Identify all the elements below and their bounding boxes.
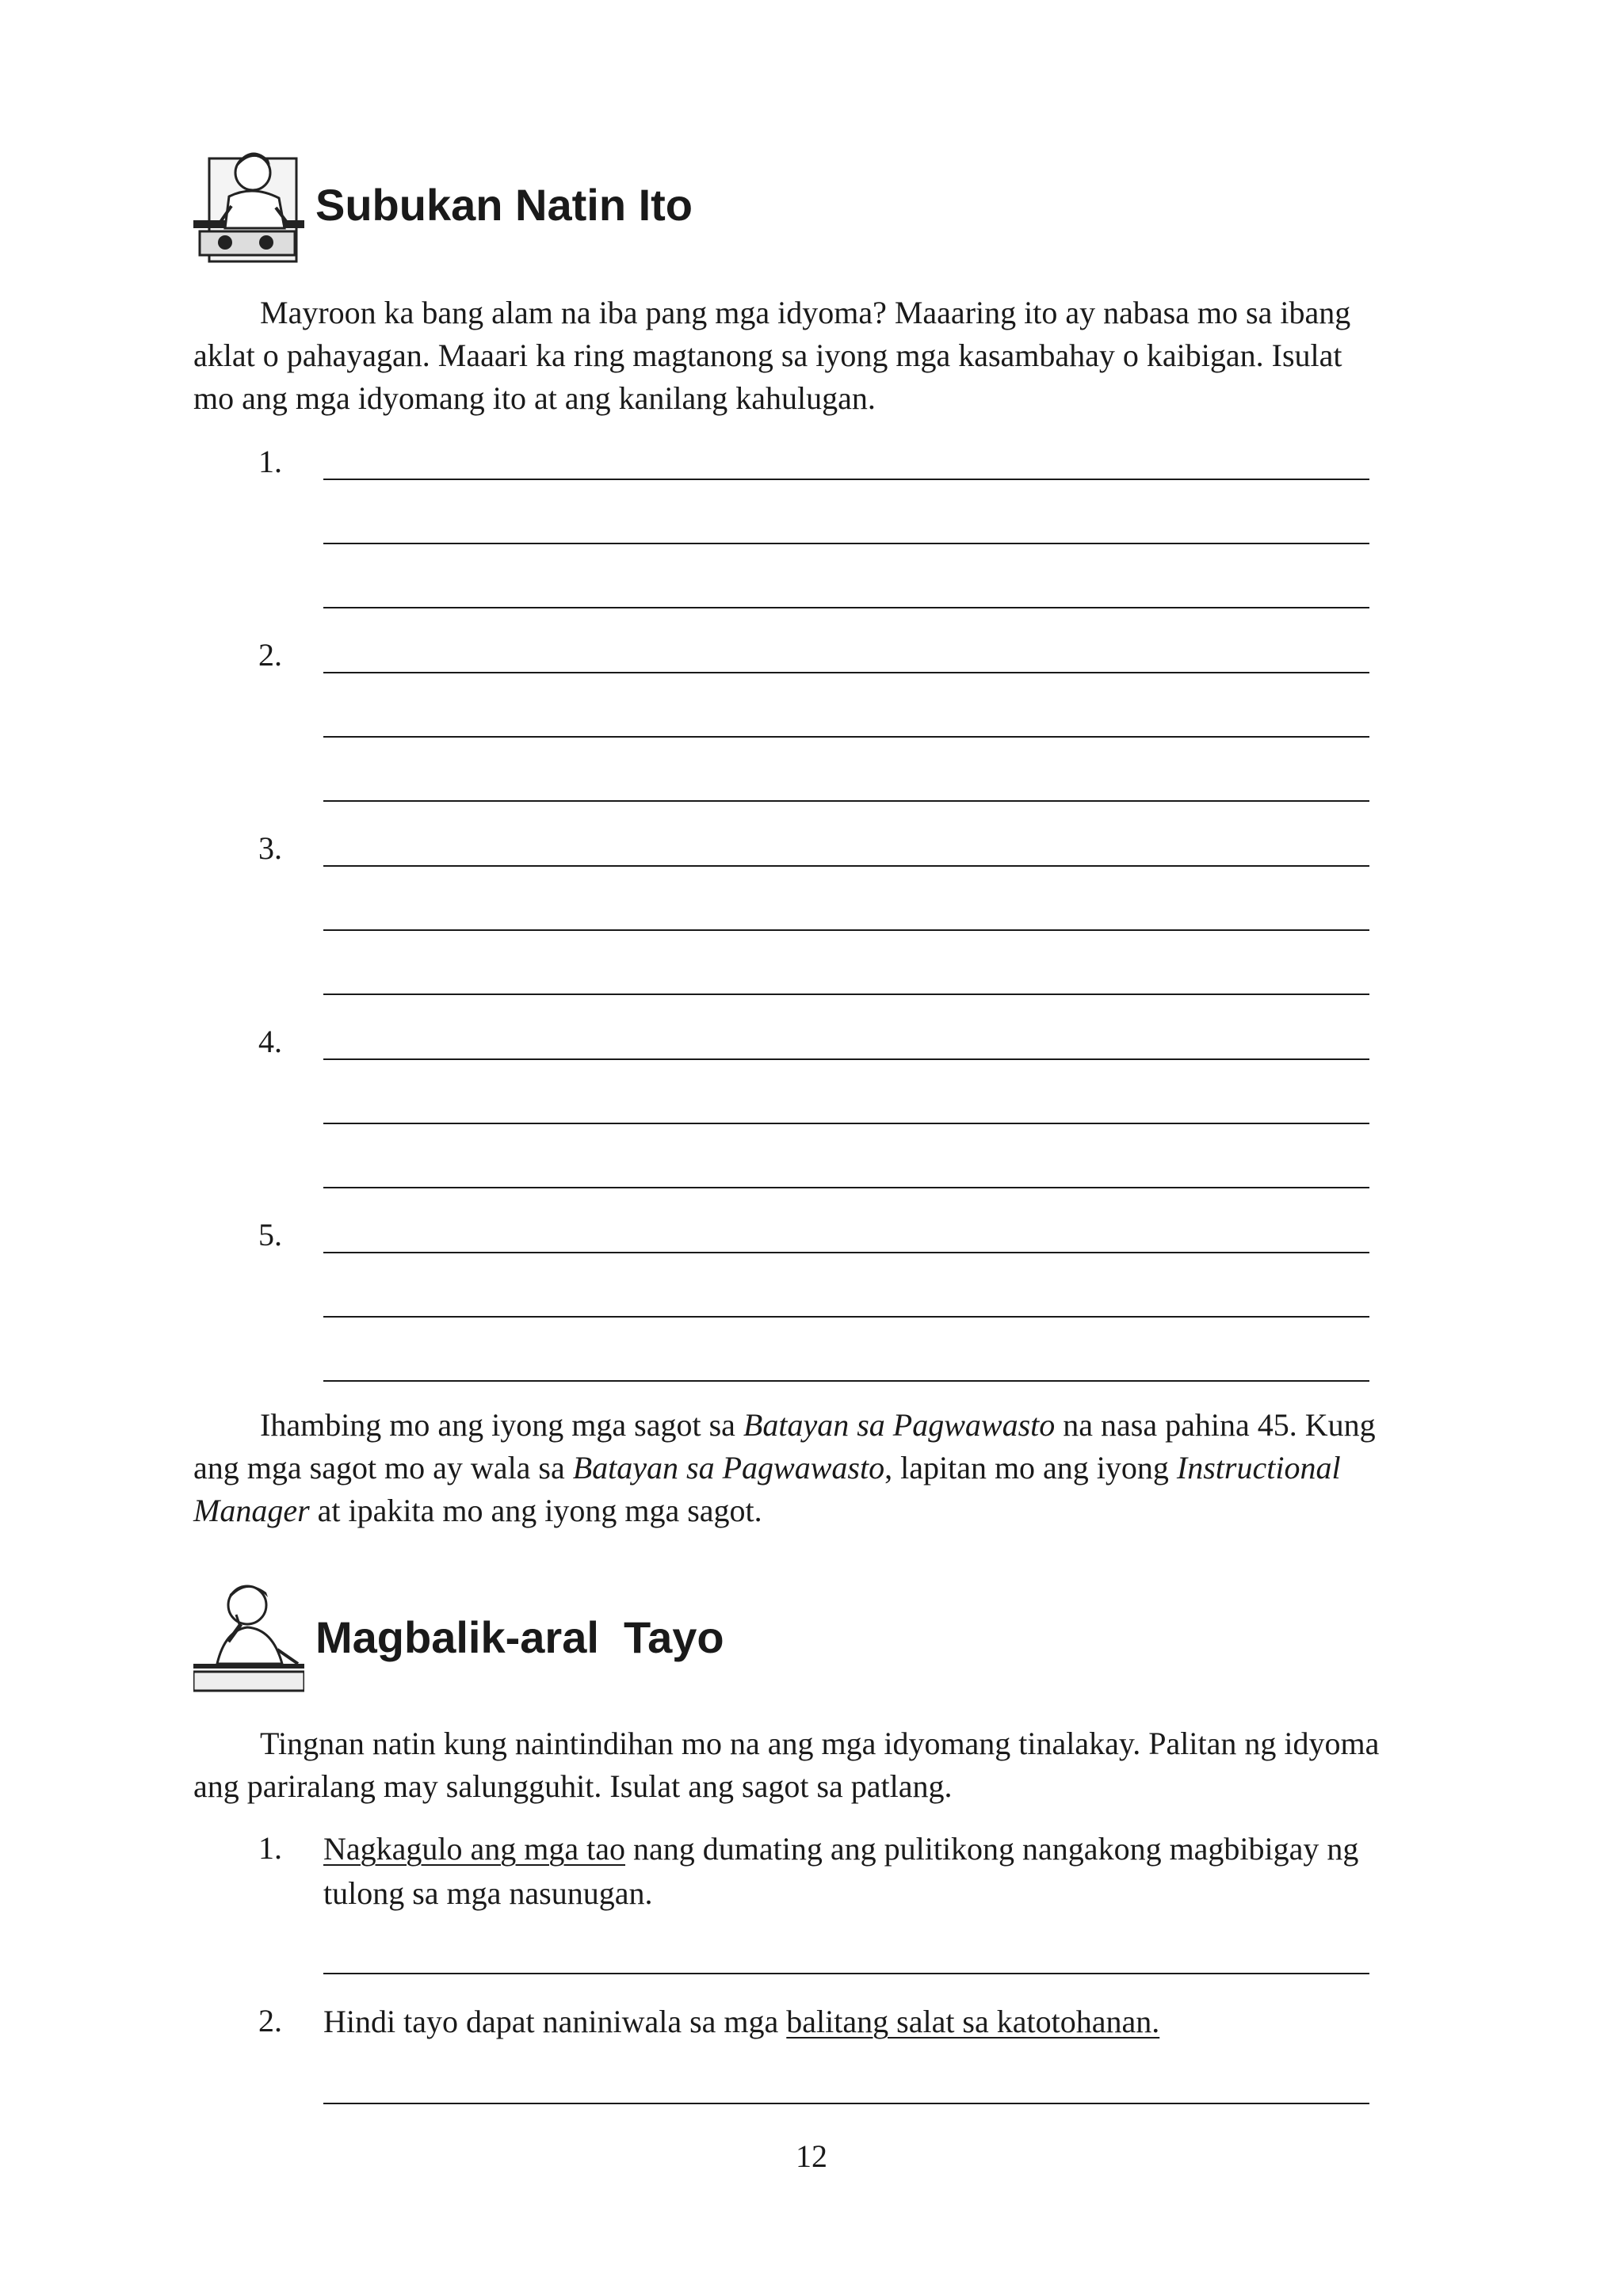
answer-line[interactable] — [323, 479, 1369, 480]
section-header-magbalik-aral — [193, 1578, 724, 1695]
answer-line[interactable] — [323, 800, 1369, 802]
answer-line[interactable] — [323, 1252, 1369, 1253]
underlined-phrase: balitang salat sa katotohanan. — [786, 2004, 1160, 2039]
answer-line[interactable] — [323, 1316, 1369, 1318]
answer-line[interactable] — [323, 1123, 1369, 1124]
closing-paragraph: Ihambing mo ang iyong mga sagot sa Batayan sa Pagwawasto na nasa pahina 45. Kung ang mga sagot mo ay wala sa Batayan sa Pagwawasto, lapitan mo ang iyong Instructional Manager at ipakita mo ang iyong mga sagot. — [193, 1407, 1376, 1528]
answer-line[interactable] — [323, 1973, 1369, 1974]
section-title: Subukan Natin Ito — [315, 179, 693, 230]
item-number: 3. — [258, 830, 282, 866]
answer-line[interactable] — [323, 865, 1369, 867]
boy-working-icon — [193, 141, 304, 268]
boy-writing-icon — [193, 1578, 304, 1695]
section-header-subukan — [193, 141, 693, 268]
answer-line[interactable] — [323, 1187, 1369, 1188]
answer-line[interactable] — [323, 672, 1369, 673]
answer-line[interactable] — [323, 994, 1369, 995]
answer-line[interactable] — [323, 1380, 1369, 1382]
answer-line[interactable] — [323, 607, 1369, 608]
review-item: Hindi tayo dapat naniniwala sa mga balitang salat sa katotohanan. — [323, 2004, 1160, 2039]
review-item: Nagkagulo ang mga tao nang dumating ang pulitikong nangakong magbibigay ng tulong sa mga nasunugan. — [323, 1831, 1359, 1911]
answer-line[interactable] — [323, 2103, 1369, 2104]
instructional-manager-term: Instructional Manager — [193, 1450, 1341, 1528]
item-number: 2. — [258, 2003, 282, 2039]
section-title: Magbalik-aral Tayo — [315, 1611, 724, 1662]
answer-key-reference: Batayan sa Pagwawasto — [743, 1407, 1056, 1443]
answer-line[interactable] — [323, 929, 1369, 931]
page-number: 12 — [796, 2138, 827, 2174]
item-number: 2. — [258, 637, 282, 673]
item-number: 5. — [258, 1217, 282, 1253]
answer-line[interactable] — [323, 736, 1369, 738]
review-intro-paragraph: Tingnan natin kung naintindihan mo na ang mga idyomang tinalakay. Palitan ng idyoma ang pariralang may salungguhit. Isulat ang sagot sa patlang. — [193, 1726, 1380, 1804]
item-number: 4. — [258, 1024, 282, 1059]
answer-line[interactable] — [323, 1058, 1369, 1060]
answer-line[interactable] — [323, 543, 1369, 544]
intro-paragraph: Mayroon ka bang alam na iba pang mga idyoma? Maaaring ito ay nabasa mo sa ibang aklat o pahayagan. Maaari ka ring magtanong sa iyong mga kasambahay o kaibigan. Isulat mo ang mga idyomang ito at ang kanilang kahulugan. — [193, 295, 1351, 416]
answer-key-reference: Batayan sa Pagwawasto — [572, 1450, 885, 1486]
underlined-phrase: Nagkagulo ang mga tao — [323, 1831, 625, 1867]
item-number: 1. — [258, 444, 282, 479]
item-number: 1. — [258, 1830, 282, 1866]
